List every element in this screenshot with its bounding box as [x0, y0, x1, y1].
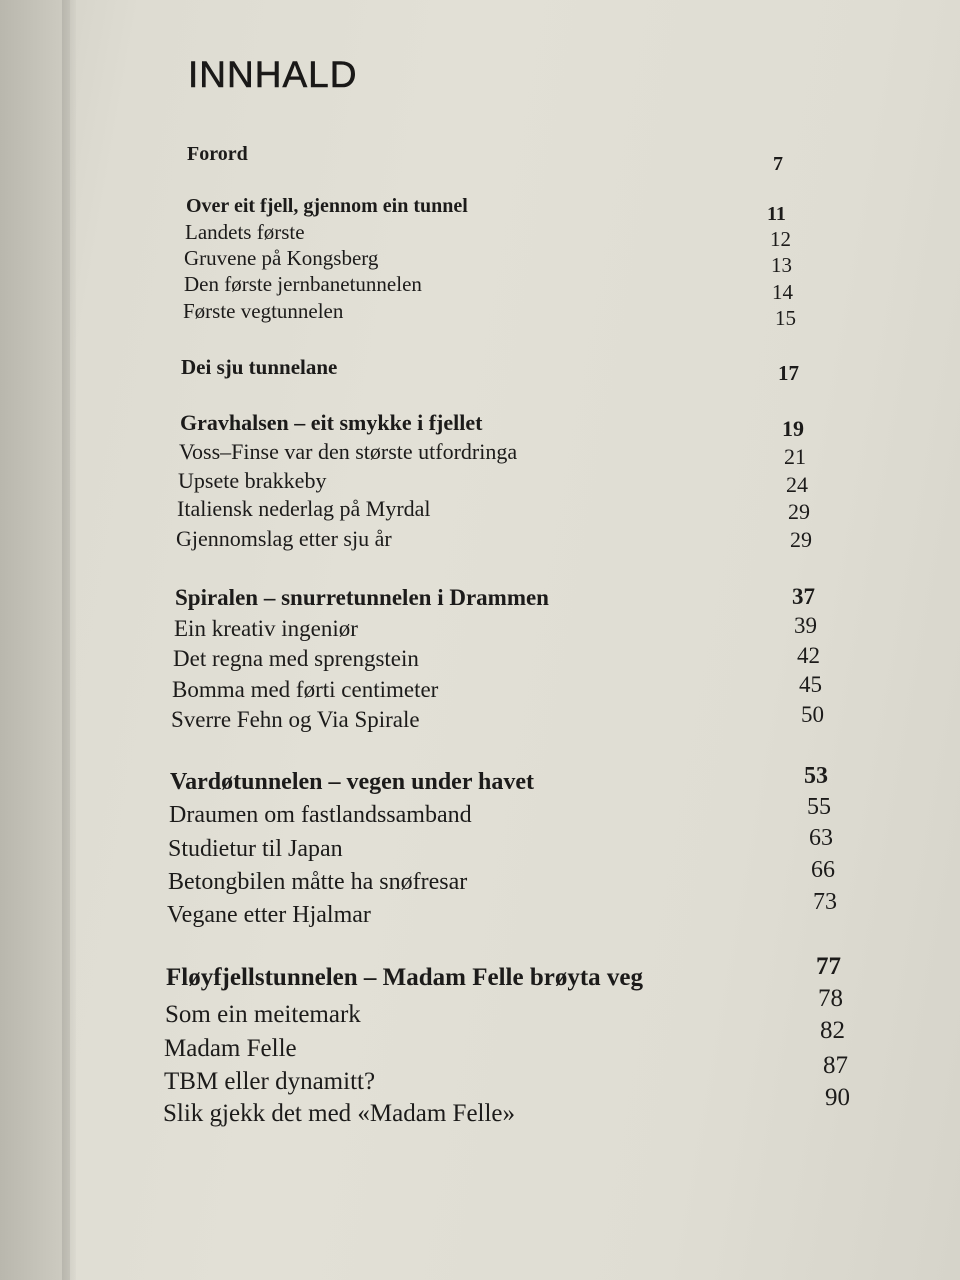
- toc-chapter-title: Vardøtunnelen – vegen under havet: [170, 769, 535, 795]
- toc-section-title: Den første jernbanetunnelen: [184, 272, 422, 296]
- toc-page-number: 7: [773, 153, 783, 175]
- toc-section-title: Bomma med førti centimeter: [172, 677, 439, 702]
- toc-section-title: Landets første: [185, 220, 305, 244]
- toc-chapter-title: Gravhalsen – eit smykke i fjellet: [180, 410, 483, 435]
- toc-section-title: Upsete brakkeby: [178, 468, 327, 493]
- toc-page-number: 12: [770, 227, 791, 251]
- page-title: INNHALD: [188, 54, 358, 95]
- toc-page-number: 42: [797, 643, 820, 668]
- toc-section-title: Betongbilen måtte ha snøfresar: [168, 869, 468, 895]
- toc-page-number: 19: [782, 416, 804, 441]
- toc-page-number: 63: [809, 825, 833, 851]
- toc-chapter-title: Fløyfjellstunnelen – Madam Felle brøyta veg: [166, 964, 644, 991]
- toc-page-number: 21: [784, 444, 806, 469]
- toc-section-title: Ein kreativ ingeniør: [174, 616, 358, 641]
- toc-page-number: 37: [792, 584, 815, 609]
- toc-page-number: 78: [818, 985, 843, 1012]
- toc-page-number: 11: [767, 203, 786, 225]
- toc-chapter-title: Forord: [187, 143, 248, 165]
- toc-page-number: 50: [801, 702, 824, 727]
- toc-page-number: 66: [811, 857, 835, 883]
- toc-page-number: 90: [825, 1084, 850, 1111]
- toc-page-number: 29: [788, 499, 810, 524]
- page-edge: [62, 0, 76, 1280]
- toc-page-number: 55: [807, 794, 831, 820]
- toc-page-number: 82: [820, 1017, 845, 1044]
- toc-section-title: Draumen om fastlandssamband: [169, 802, 472, 828]
- toc-page-number: 15: [775, 306, 796, 330]
- toc-section-title: Studietur til Japan: [168, 836, 343, 862]
- toc-page-number: 87: [823, 1052, 848, 1079]
- toc-page-number: 14: [772, 280, 793, 304]
- toc-chapter-title: Dei sju tunnelane: [181, 355, 338, 379]
- toc-page-number: 17: [778, 361, 799, 385]
- toc-section-title: Vegane etter Hjalmar: [167, 902, 371, 928]
- book-gutter: [0, 0, 70, 1280]
- toc-section-title: Første vegtunnelen: [183, 299, 344, 323]
- toc-page-number: 39: [794, 613, 817, 638]
- toc-chapter-title: Spiralen – snurretunnelen i Drammen: [175, 585, 549, 610]
- toc-section-title: Sverre Fehn og Via Spirale: [171, 707, 420, 732]
- toc-section-title: TBM eller dynamitt?: [164, 1068, 376, 1095]
- toc-page-number: 13: [771, 253, 792, 277]
- toc-section-title: Det regna med sprengstein: [173, 646, 419, 671]
- toc-section-title: Madam Felle: [164, 1035, 297, 1062]
- toc-section-title: Gruvene på Kongsberg: [184, 246, 379, 270]
- toc-section-title: Voss–Finse var den største utfordringa: [179, 439, 518, 464]
- toc-page-number: 73: [813, 889, 837, 915]
- toc-section-title: Gjennomslag etter sju år: [176, 526, 392, 551]
- toc-chapter-title: Over eit fjell, gjennom ein tunnel: [186, 195, 468, 217]
- toc-page-number: 24: [786, 472, 808, 497]
- toc-page-number: 29: [790, 527, 812, 552]
- toc-page-number: 45: [799, 672, 822, 697]
- toc-page-number: 77: [816, 953, 841, 980]
- toc-page-number: 53: [804, 763, 828, 789]
- toc-section-title: Slik gjekk det med «Madam Felle»: [163, 1100, 516, 1127]
- toc-section-title: Som ein meitemark: [165, 1001, 361, 1028]
- toc-section-title: Italiensk nederlag på Myrdal: [177, 496, 431, 521]
